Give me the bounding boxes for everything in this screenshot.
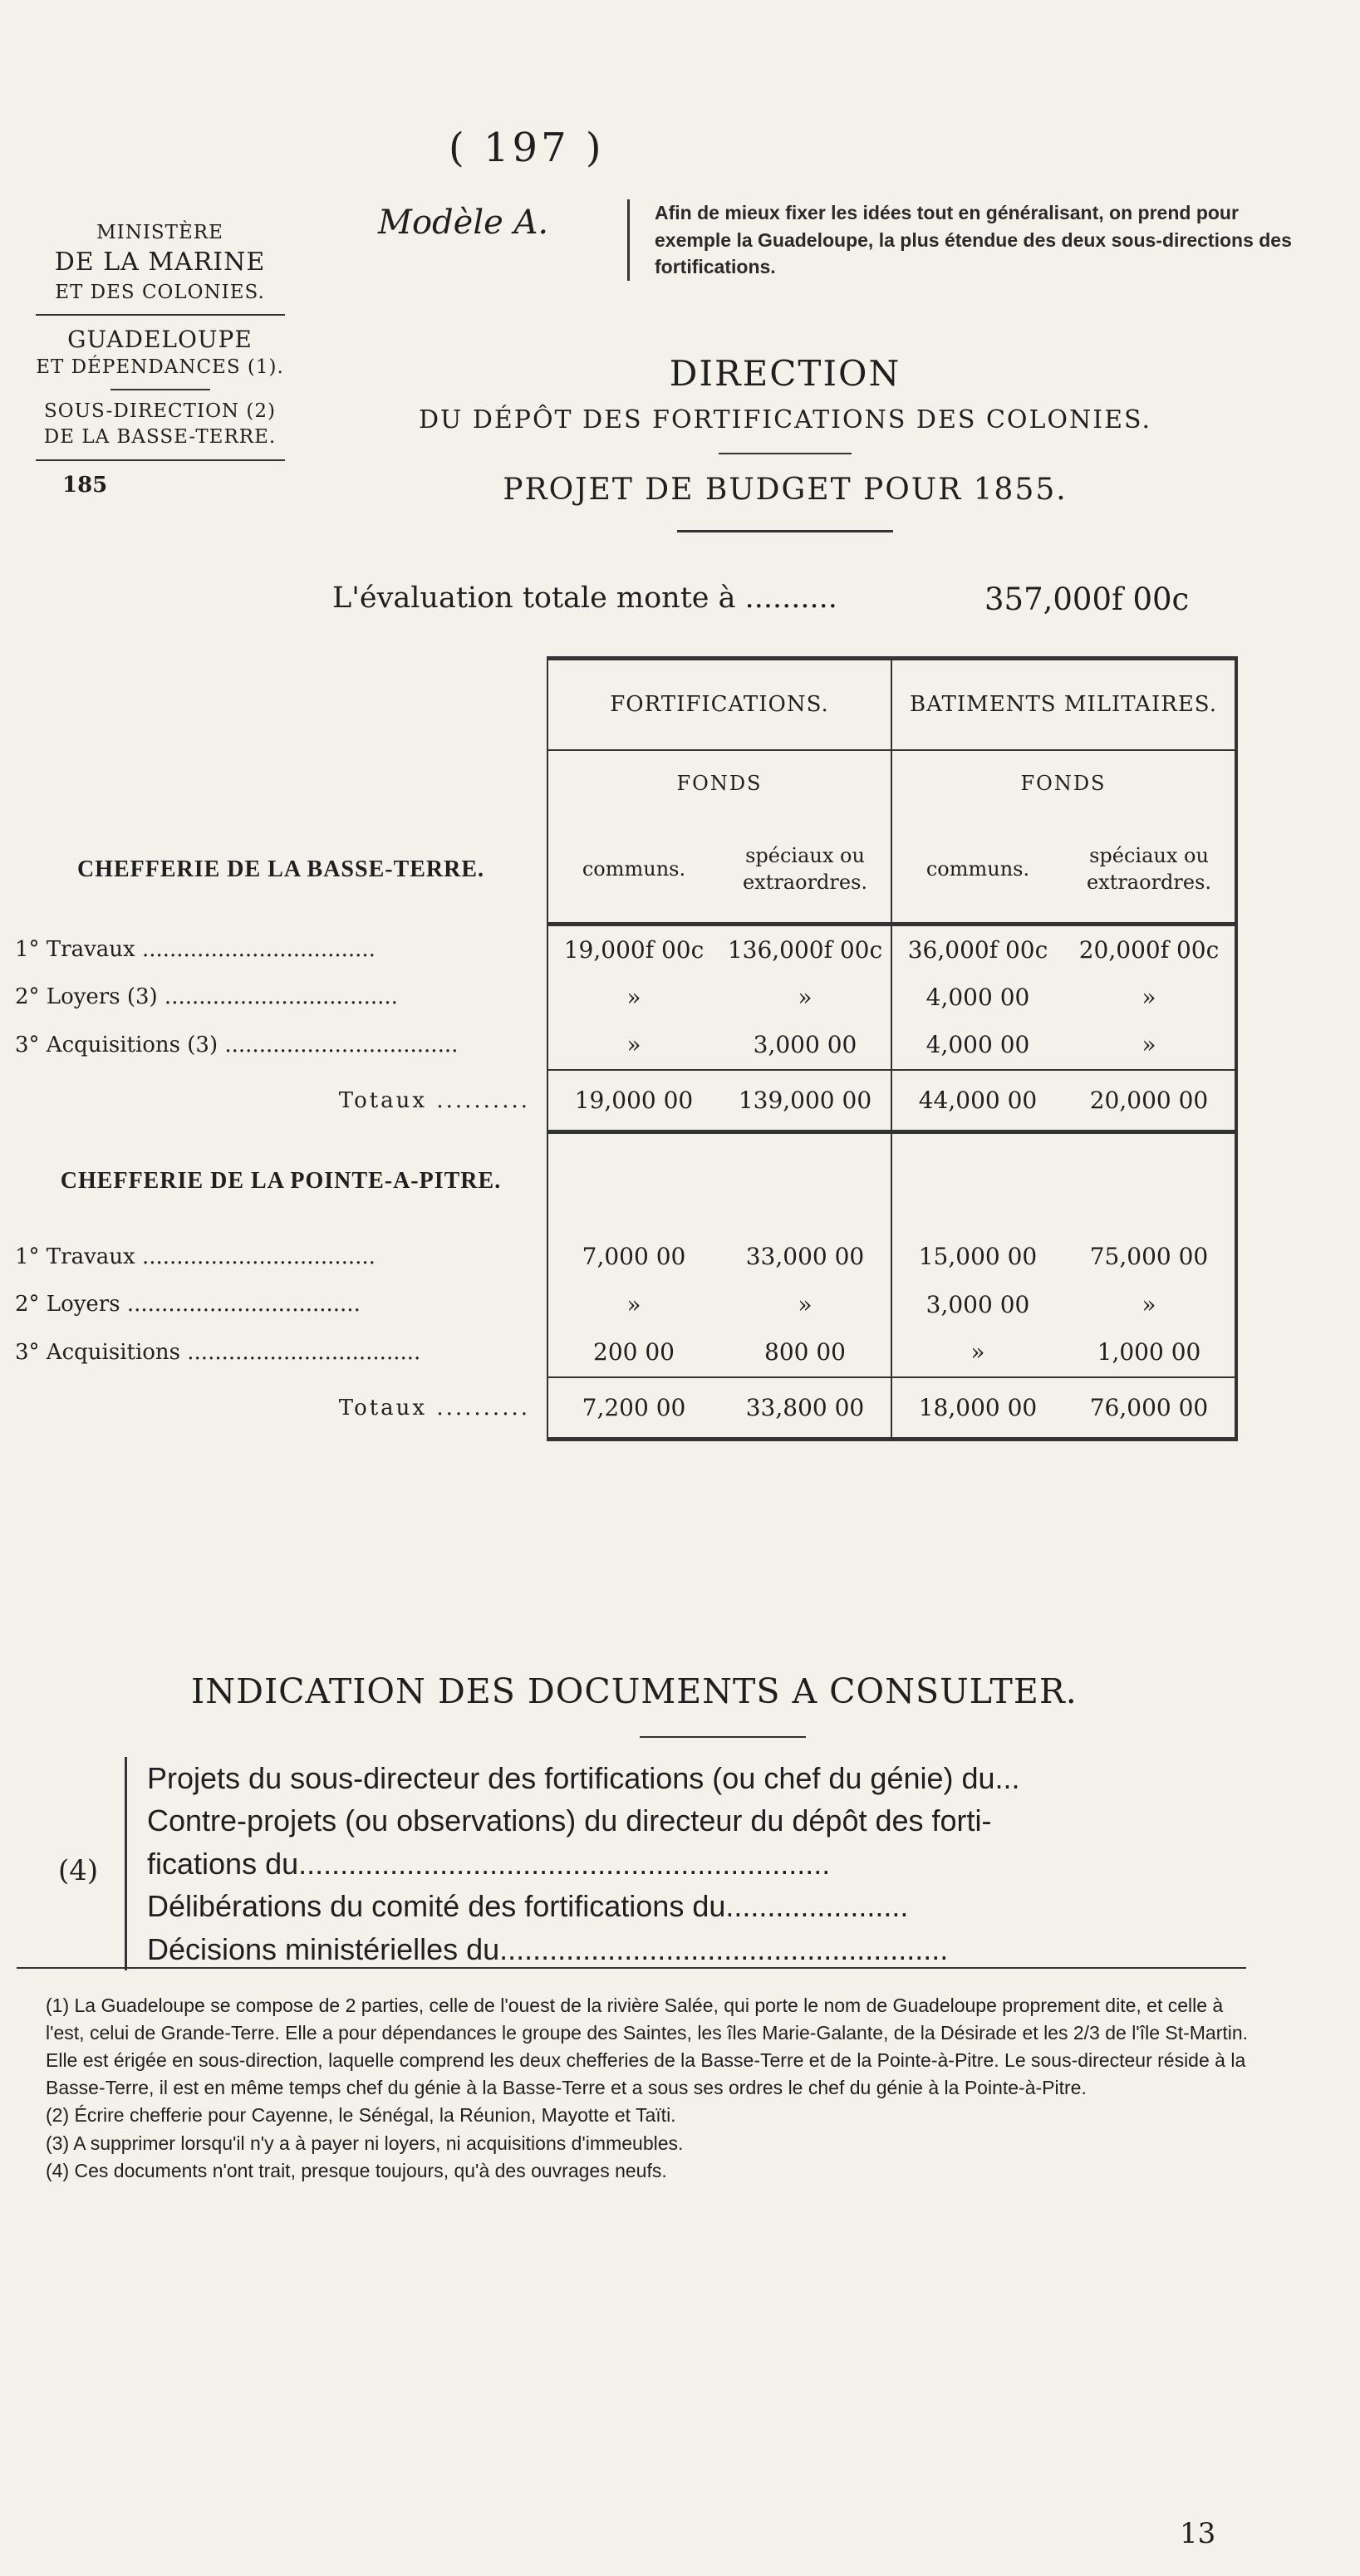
cell: 36,000f 00c [891, 925, 1063, 974]
cell: 200 00 [547, 1327, 719, 1377]
ministry-header [17, 220, 303, 500]
total-row [15, 1377, 1236, 1440]
ministry-number: 185 [62, 472, 108, 498]
document-line: Décisions ministérielles du...................................................... [147, 1931, 949, 1966]
col-speciaux: spéciaux ou extraordres. [1063, 817, 1236, 925]
cell: 3,000 00 [719, 1020, 891, 1070]
table-row [15, 1232, 1236, 1282]
total-cell: 139,000 00 [719, 1070, 891, 1132]
colony-line: ET DÉPENDANCES (1). [36, 356, 284, 379]
footnote: (1) La Guadeloupe se compose de 2 parties, celle de l'ouest de la rivière Salée, qui porte le nom de Guadeloupe proprement dite, et celle à l'est, celui de Grande-Terre. Elle a pour dépendances le groupe des Saintes, les îles Marie-Galante, de la Désirade et les 2/3 de l'île St-Martin. Elle est érigée en sous-direction, laquelle comprend les deux chefferies de la Basse-Terre et de la Pointe-à-Pitre. Le sous-directeur réside à la Basse-Terre, il est en même temps chef du génie à la Basse-Terre et a sous ses ordres le chef du génie à la Pointe-à-Pitre. [46, 1995, 1249, 2099]
cell: 136,000f 00c [727, 936, 883, 964]
signature-mark: 13 [1180, 2517, 1216, 2550]
direction-subtitle: DU DÉPÔT DES FORTIFICATIONS DES COLONIES. [418, 405, 1152, 434]
table-row [15, 925, 1236, 974]
row-label: 2° Loyers .................................. [15, 1292, 361, 1317]
total-label: Totaux .......... [338, 1396, 530, 1420]
cell: » [547, 974, 719, 1020]
total-cell: 7,200 00 [547, 1377, 719, 1440]
documents-note-number: (4) [58, 1854, 99, 1887]
divider [110, 389, 210, 390]
cell: » [891, 1327, 1063, 1377]
subdirection-line: SOUS-DIRECTION (2) [44, 400, 276, 423]
evaluation-value: 357,000f 00c [984, 581, 1190, 617]
total-cell: 33,800 00 [719, 1377, 891, 1440]
row-label: 1° Travaux .................................. [15, 936, 376, 962]
row-label: 3° Acquisitions .................................. [15, 1339, 421, 1365]
row-label: 1° Travaux .................................. [15, 1244, 376, 1269]
group-fortifications: FORTIFICATIONS. [547, 659, 891, 750]
row-label: 2° Loyers (3) .................................. [15, 984, 398, 1009]
document-line: Délibérations du comité des fortifications du...................... [147, 1889, 909, 1924]
total-cell: 19,000 00 [547, 1070, 719, 1132]
budget-table [15, 656, 1238, 1441]
divider [36, 459, 285, 461]
col-speciaux: spéciaux ou extraordres. [719, 817, 891, 925]
cell: 4,000 00 [891, 1020, 1063, 1070]
section-title: CHEFFERIE DE LA POINTE-A-PITRE. [60, 1168, 502, 1195]
footnote: (2) Écrire chefferie pour Cayenne, le Sénégal, la Réunion, Mayotte et Taïti. [46, 2104, 676, 2127]
cell: 33,000 00 [745, 1243, 865, 1270]
document-line: Projets du sous-directeur des fortifications (ou chef du génie) du... [147, 1761, 1020, 1795]
cell: 800 00 [719, 1327, 891, 1377]
direction-title: DIRECTION [669, 353, 901, 394]
ministry-line: DE LA MARINE [54, 248, 266, 277]
total-row [15, 1070, 1236, 1132]
footnote: (3) A supprimer lorsqu'il n'y a à payer ni loyers, ni acquisitions d'immeubles. [46, 2132, 684, 2154]
page-number: ( 197 ) [449, 125, 605, 171]
cell: 15,000 00 [891, 1232, 1063, 1282]
evaluation-label: L'évaluation totale monte à .......... [332, 581, 837, 615]
divider [640, 1736, 806, 1738]
model-label: Modèle A. [378, 204, 549, 242]
divider [677, 530, 893, 532]
col-communs: communs. [891, 817, 1063, 925]
ministry-line: MINISTÈRE [96, 222, 223, 243]
cell: 1,000 00 [1063, 1327, 1236, 1377]
cell: » [547, 1282, 719, 1327]
table-row [15, 1282, 1236, 1327]
footnote-divider [17, 1967, 1246, 1969]
group-batiments: BATIMENTS MILITAIRES. [891, 659, 1236, 750]
col-communs: communs. [547, 817, 719, 925]
footnotes [46, 1992, 1250, 2185]
total-cell: 20,000 00 [1063, 1070, 1236, 1132]
budget-title: PROJET DE BUDGET POUR 1855. [503, 473, 1068, 507]
document-line: Contre-projets (ou observations) du directeur du dépôt des forti- [147, 1803, 992, 1838]
documents-title: INDICATION DES DOCUMENTS A CONSULTER. [191, 1671, 1078, 1711]
cell: » [1063, 1020, 1236, 1070]
direction-heading [316, 353, 1254, 532]
document-line: fications du................................................................ [147, 1846, 831, 1881]
footnote: (4) Ces documents n'ont trait, presque toujours, qu'à des ouvrages neufs. [46, 2159, 667, 2181]
divider [719, 453, 852, 454]
cell: 7,000 00 [547, 1232, 719, 1282]
cell: » [1063, 974, 1236, 1020]
cell: 75,000 00 [1063, 1232, 1236, 1282]
total-cell: 76,000 00 [1063, 1377, 1236, 1440]
total-cell: 18,000 00 [891, 1377, 1063, 1440]
model-note: Afin de mieux fixer les idées tout en généralisant, on prend pour exemple la Guadeloupe, la plus étendue des deux sous-directions des fortifications. [627, 199, 1319, 281]
fonds-label: FONDS [547, 750, 891, 817]
ministry-line: ET DES COLONIES. [55, 281, 265, 303]
table-row [15, 1327, 1236, 1377]
divider [36, 314, 285, 316]
cell: » [798, 1290, 813, 1318]
cell: » [547, 1020, 719, 1070]
cell: 19,000f 00c [547, 925, 719, 974]
table-row [15, 1020, 1236, 1070]
cell: 4,000 00 [891, 974, 1063, 1020]
cell: 20,000f 00c [1063, 925, 1236, 974]
cell: » [798, 983, 813, 1011]
section-title: CHEFFERIE DE LA BASSE-TERRE. [76, 856, 485, 883]
total-cell: 44,000 00 [891, 1070, 1063, 1132]
total-label: Totaux .......... [338, 1088, 530, 1113]
subdirection-line: DE LA BASSE-TERRE. [43, 426, 277, 449]
row-label: 3° Acquisitions (3) .................................. [15, 1032, 459, 1057]
colony-line: GUADELOUPE [67, 325, 253, 353]
cell: 3,000 00 [891, 1282, 1063, 1327]
documents-list [125, 1757, 1277, 1970]
fonds-label: FONDS [891, 750, 1236, 817]
cell: » [1063, 1282, 1236, 1327]
table-row [15, 974, 1236, 1020]
